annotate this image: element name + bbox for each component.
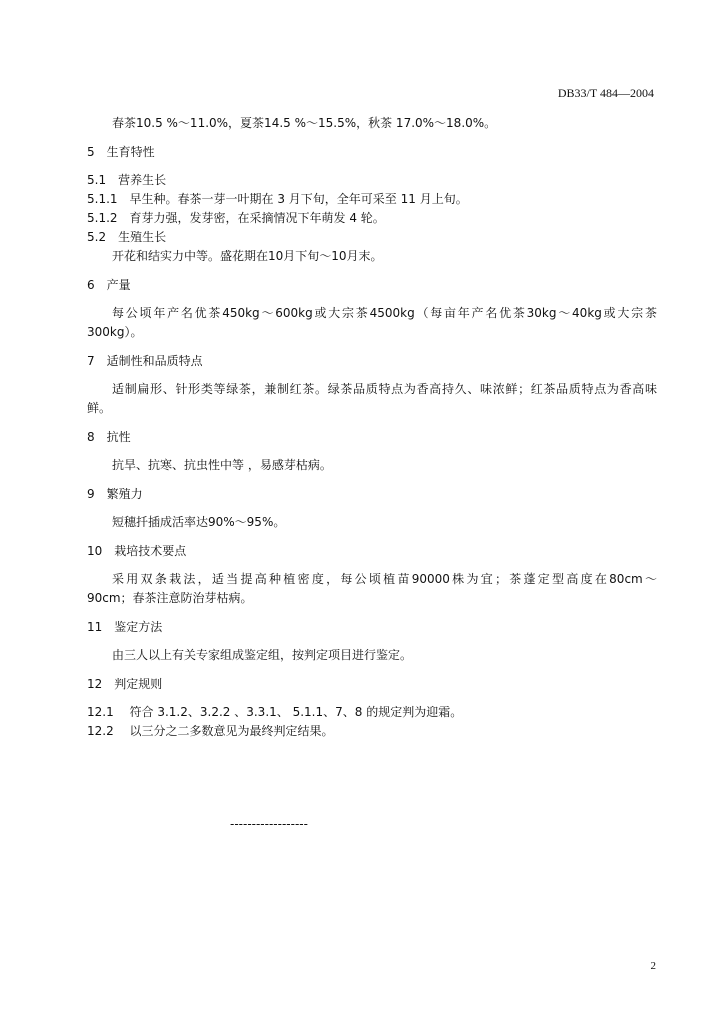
text-line: 8 抗性 [87,430,131,444]
text-line: 采用双条栽法，适当提高种植密度，每公顷植苗90000株为宜；茶蓬定型高度在80cm～ [112,572,657,586]
text-line: 短穗扦插成活率达90%～95%。 [112,515,286,529]
text-line: 鲜。 [87,401,112,415]
text-line: 12.1 符合 3.1.2、3.2.2 、3.3.1、 5.1.1、7、8 的规定判为迎霜。 [87,705,463,719]
text-line: 7 适制性和品质特点 [87,354,203,368]
text-line: 抗旱、抗寒、抗虫性中等 ，易感芽枯病。 [112,458,332,472]
text-line: 11 鉴定方法 [87,620,163,634]
text-line: 5.1.1 早生种。春茶一芽一叶期在 3 月下旬，全年可采至 11 月上旬。 [87,192,468,206]
text-line: 12 判定规则 [87,677,163,691]
text-line: 90cm；春茶注意防治芽枯病。 [87,591,253,605]
document-code-header: DB33/T 484—2004 [557,86,654,100]
text-line: 5 生育特性 [87,145,155,159]
text-line: 12.2 以三分之二多数意见为最终判定结果。 [87,724,334,738]
text-line: 9 繁殖力 [87,487,143,501]
text-line: 由三人以上有关专家组成鉴定组，按判定项目进行鉴定。 [112,648,413,662]
page-number: 2 [650,960,656,972]
text-line: 5.2 生殖生长 [87,230,167,244]
text-line: 适制扁形、针形类等绿茶，兼制红茶。绿茶品质特点为香高持久、味浓鲜；红茶品质特点为香高味 [112,382,657,396]
text-line: 10 栽培技术要点 [87,544,187,558]
text-line: 开花和结实力中等。盛花期在10月下旬～10月末。 [112,249,383,263]
end-of-document-mark: ------------------ [230,817,308,831]
text-line: 6 产量 [87,278,131,292]
text-line: 5.1 营养生长 [87,173,167,187]
text-line: 300kg）。 [87,325,143,339]
text-line: 每公顷年产名优茶450kg～600kg或大宗茶4500kg（每亩年产名优茶30kg～40kg或大宗茶 [112,306,657,320]
text-line: 5.1.2 育芽力强，发芽密，在采摘情况下年萌发 4 轮。 [87,211,385,225]
text-line: 春茶10.5 %～11.0%，夏茶14.5 %～15.5%，秋茶 17.0%～18.0%。 [112,116,497,130]
